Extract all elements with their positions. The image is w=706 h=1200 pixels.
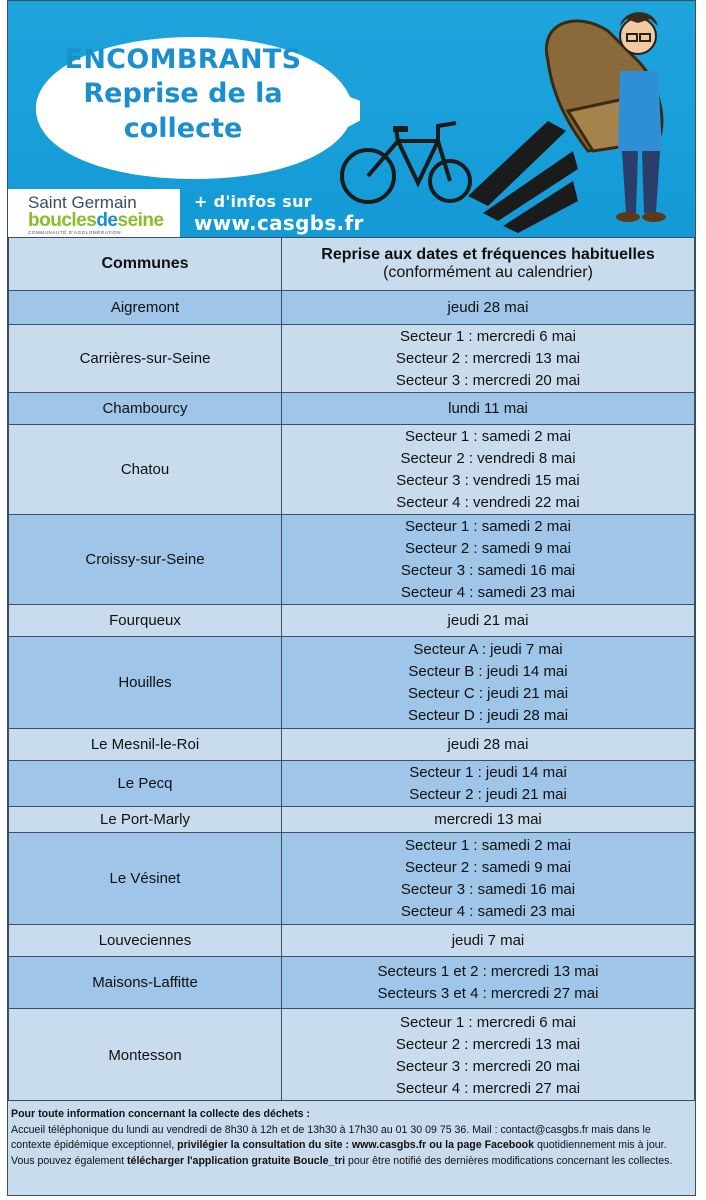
date-line: Secteur 3 : mercredi 20 mai xyxy=(395,1057,581,1075)
bicycle-icon xyxy=(342,123,470,202)
dates-cell xyxy=(282,425,695,515)
table-row xyxy=(9,515,695,605)
date-line: Secteur 2 : vendredi 8 mai xyxy=(400,449,576,467)
flyer xyxy=(7,0,696,1196)
date-line: Secteur 2 : samedi 9 mai xyxy=(405,539,571,557)
date-line: Secteurs 3 et 4 : mercredi 27 mai xyxy=(377,984,599,1002)
commune-cell: Aigremont xyxy=(9,291,282,325)
header-reprise-line2: (conformément au calendrier) xyxy=(383,264,593,281)
dates-cell xyxy=(282,1009,695,1103)
header-reprise-line1: Reprise aux dates et fréquences habituelles xyxy=(321,246,655,263)
info-line1: + d'infos sur xyxy=(194,192,312,211)
footer-heading: Pour toute information concernant la collecte des déchets : xyxy=(11,1108,311,1120)
commune-cell: Le Vésinet xyxy=(9,833,282,925)
commune-cell: Chambourcy xyxy=(9,393,282,425)
commune-cell: Maisons-Laffitte xyxy=(9,957,282,1009)
table-row xyxy=(9,925,695,957)
date-line: Secteur 2 : mercredi 13 mai xyxy=(395,1035,581,1053)
header-reprise xyxy=(282,238,695,291)
logo xyxy=(8,189,180,237)
dates-cell xyxy=(282,729,695,761)
info-website-link[interactable]: www.casgbs.fr xyxy=(194,211,364,235)
date-line: Secteur 2 : samedi 9 mai xyxy=(405,858,571,876)
banner-subtitle-line2: collecte xyxy=(123,113,243,144)
table-row xyxy=(9,425,695,515)
banner-subtitle-line1: Reprise de la xyxy=(83,78,283,109)
table-row xyxy=(9,957,695,1009)
date-line: Secteur 3 : samedi 16 mai xyxy=(400,561,576,579)
table-row xyxy=(9,325,695,393)
table-row xyxy=(9,761,695,807)
date-line: Secteur 1 : samedi 2 mai xyxy=(405,836,571,854)
logo-line2: bouclesdeseine xyxy=(28,210,164,231)
date-line: Secteur 2 : mercredi 13 mai xyxy=(395,349,581,367)
banner xyxy=(8,1,695,237)
date-line: Secteur 3 : vendredi 15 mai xyxy=(396,471,580,489)
dates-cell xyxy=(282,957,695,1009)
commune-cell: Croissy-sur-Seine xyxy=(9,515,282,605)
dates-cell xyxy=(282,291,695,325)
date-line: Secteur 3 : mercredi 20 mai xyxy=(395,371,581,389)
footer-text-3: pour être notifié des dernières modifications concernant les collectes. xyxy=(345,1154,673,1167)
dates-cell xyxy=(282,761,695,807)
footer-text-2-bold: télécharger l'application gratuite Boucle_tri xyxy=(127,1154,346,1167)
table-row xyxy=(9,729,695,761)
commune-cell: Le Port-Marly xyxy=(9,807,282,833)
date-line: jeudi 7 mai xyxy=(451,931,525,949)
table-row xyxy=(9,807,695,833)
footer-text-1: Accueil téléphonique du lundi au vendredi de 8h30 à 12h et de 13h30 à 17h30 au 01 30 09 75 36. Mail : contact@casgbs.fr mais dans le contexte épidémique exceptionnel, xyxy=(11,1123,651,1151)
date-line: Secteur 1 : mercredi 6 mai xyxy=(400,1013,576,1031)
date-line: jeudi 28 mai xyxy=(447,298,529,316)
date-line: Secteur 1 : samedi 2 mai xyxy=(405,517,571,535)
dates-cell xyxy=(282,393,695,425)
date-line: Secteur C : jeudi 21 mai xyxy=(407,684,569,702)
commune-cell: Fourqueux xyxy=(9,605,282,637)
date-line: Secteur 1 : samedi 2 mai xyxy=(405,427,571,445)
table-row xyxy=(9,291,695,325)
date-line: Secteur 4 : mercredi 27 mai xyxy=(395,1079,581,1097)
date-line: jeudi 28 mai xyxy=(447,735,529,753)
date-line: Secteur B : jeudi 14 mai xyxy=(408,662,568,680)
table-header xyxy=(9,238,695,291)
date-line: jeudi 21 mai xyxy=(447,611,529,629)
dates-cell xyxy=(282,807,695,833)
bubble-text xyxy=(48,43,318,146)
commune-cell: Chatou xyxy=(9,425,282,515)
logo-line1: Saint Germain xyxy=(28,193,137,212)
date-line: Secteur 4 : samedi 23 mai xyxy=(400,583,576,601)
logo-line3: COMMUNAUTÉ D'AGGLOMÉRATION xyxy=(28,230,122,235)
commune-cell: Houilles xyxy=(9,637,282,729)
date-line: Secteur 2 : jeudi 21 mai xyxy=(409,785,567,803)
dates-cell xyxy=(282,925,695,957)
date-line: Secteur 4 : vendredi 22 mai xyxy=(396,493,580,511)
banner-title: ENCOMBRANTS xyxy=(64,44,302,75)
footer-text-1-bold: privilégier la consultation du site : www.casgbs.fr ou la page Facebook xyxy=(177,1139,535,1151)
planks-icon xyxy=(468,121,578,233)
table-body xyxy=(9,291,695,1103)
date-line: Secteur A : jeudi 7 mai xyxy=(413,640,563,658)
footer-text-2: quotidiennement mis à jour. Vous pouvez également xyxy=(11,1139,667,1167)
commune-cell: Carrières-sur-Seine xyxy=(9,325,282,393)
commune-cell: Le Pecq xyxy=(9,761,282,807)
date-line: Secteur D : jeudi 28 mai xyxy=(407,706,569,724)
table-row xyxy=(9,637,695,729)
dates-cell xyxy=(282,605,695,637)
date-line: lundi 11 mai xyxy=(448,399,528,417)
commune-cell: Montesson xyxy=(9,1009,282,1103)
table-row xyxy=(9,605,695,637)
table-row xyxy=(9,833,695,925)
date-line: Secteur 1 : jeudi 14 mai xyxy=(409,763,567,781)
date-line: Secteur 1 : mercredi 6 mai xyxy=(400,327,576,345)
table-row xyxy=(9,1009,695,1103)
dates-cell xyxy=(282,637,695,729)
commune-cell: Le Mesnil-le-Roi xyxy=(9,729,282,761)
commune-cell: Louveciennes xyxy=(9,925,282,957)
man-icon xyxy=(616,12,666,222)
schedule-table xyxy=(8,237,695,1103)
info-text xyxy=(194,193,364,235)
illustration xyxy=(338,1,695,237)
header-communes: Communes xyxy=(9,238,282,291)
dates-cell xyxy=(282,515,695,605)
date-line: Secteur 3 : samedi 16 mai xyxy=(400,880,576,898)
footer-info xyxy=(8,1100,695,1195)
date-line: Secteurs 1 et 2 : mercredi 13 mai xyxy=(377,962,599,980)
date-line: Secteur 4 : samedi 23 mai xyxy=(400,902,576,920)
dates-cell xyxy=(282,833,695,925)
date-line: mercredi 13 mai xyxy=(434,810,542,828)
table-row xyxy=(9,393,695,425)
dates-cell xyxy=(282,325,695,393)
